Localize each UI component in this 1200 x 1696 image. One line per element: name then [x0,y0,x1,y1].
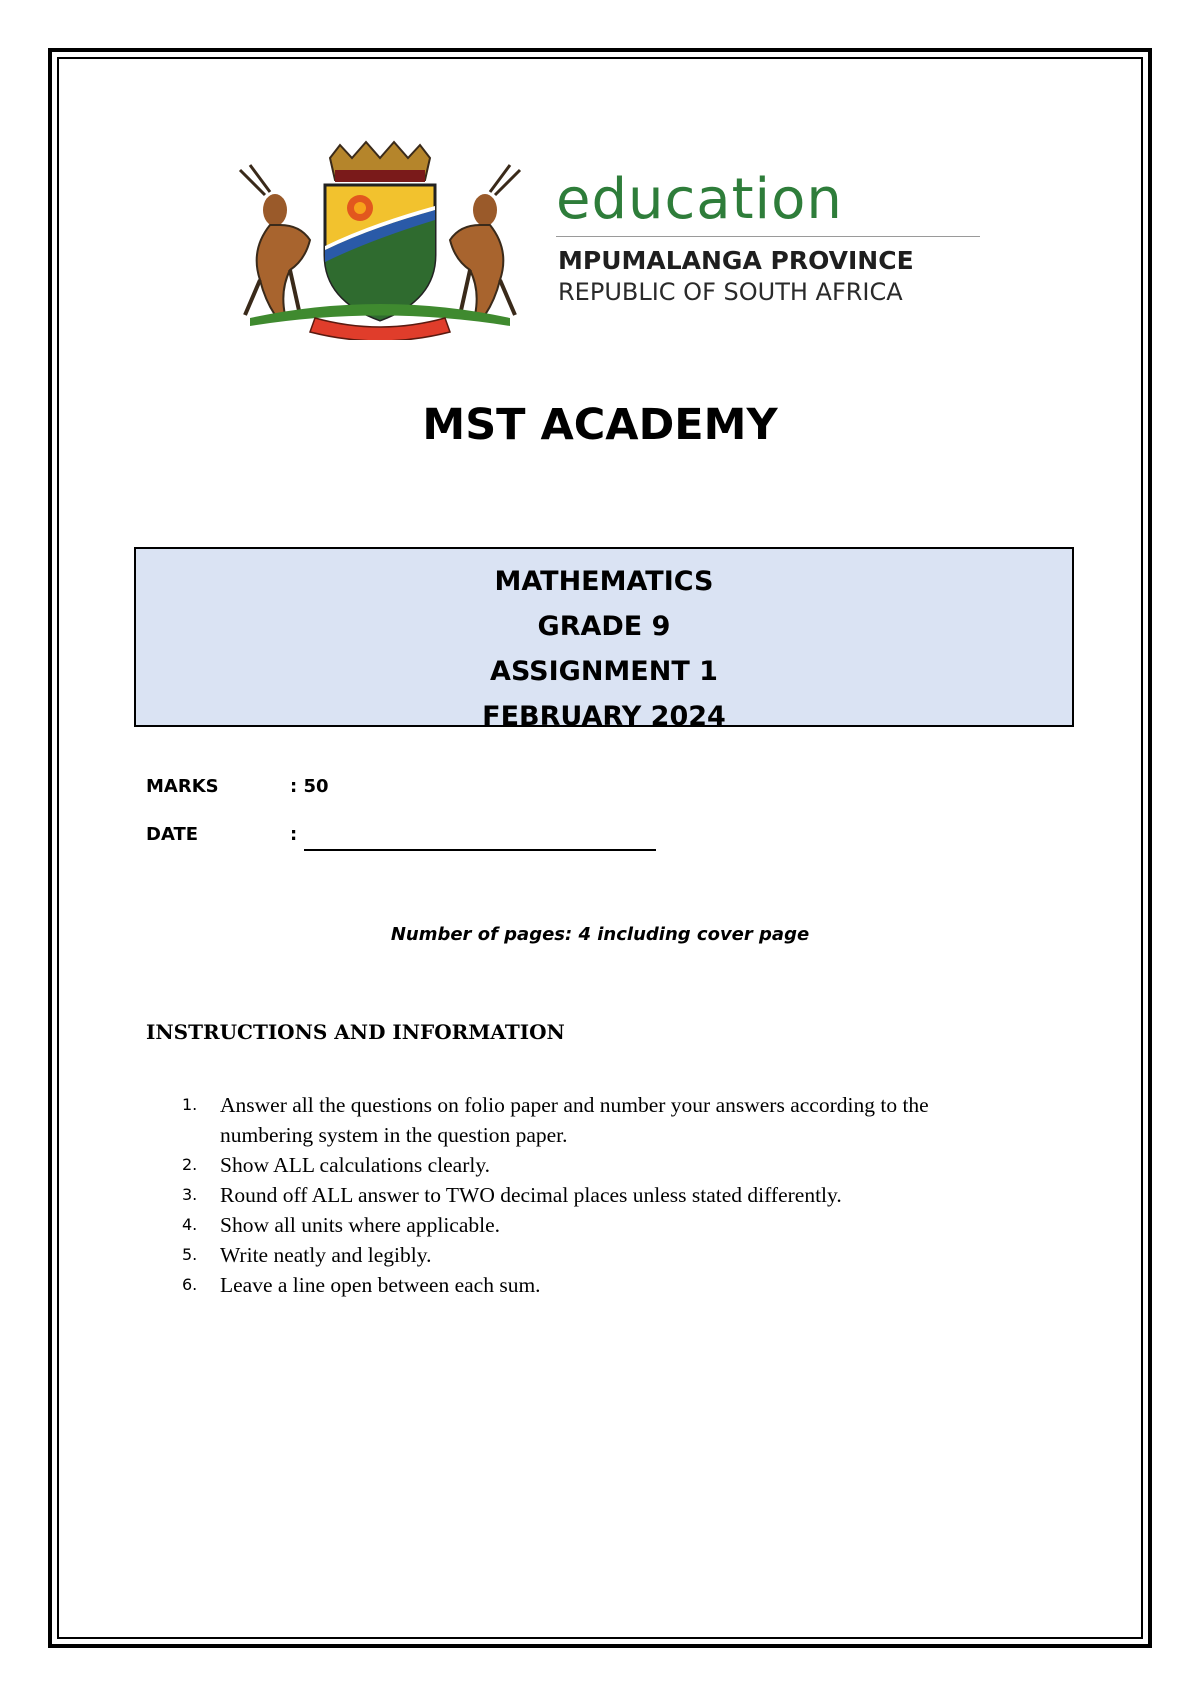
instruction-number: 1. [182,1095,198,1114]
pages-note: Number of pages: 4 including cover page [390,924,810,945]
marks-value: : 50 [290,776,329,797]
date-colon: : [290,824,298,845]
republic-name: REPUBLIC OF SOUTH AFRICA [558,278,903,306]
instruction-item [146,1210,1046,1240]
instruction-text: Answer all the questions on folio paper and number your answers according to the [220,1093,929,1117]
instruction-number: 5. [182,1245,198,1264]
instruction-number: 2. [182,1155,198,1174]
instruction-text: Write neatly and legibly. [220,1243,432,1267]
instruction-number: 3. [182,1185,198,1204]
date-blank-line [304,849,656,851]
right-antelope-icon [450,165,520,315]
left-antelope-icon [240,165,310,315]
crown-icon [330,142,430,182]
date-label: DATE [146,824,199,845]
instruction-item [146,1090,1046,1150]
instruction-text: Show all units where applicable. [220,1213,501,1237]
subject-box [134,547,1074,732]
province-name: MPUMALANGA PROVINCE [558,246,914,275]
grade-label: GRADE 9 [537,611,671,642]
period-label: FEBRUARY 2024 [482,701,726,732]
shield-icon [325,185,435,320]
school-title: MST ACADEMY [422,400,778,450]
subject-name: MATHEMATICS [494,566,714,597]
instruction-number: 4. [182,1215,198,1234]
assignment-label: ASSIGNMENT 1 [490,656,718,687]
brand-divider [556,236,980,237]
instruction-item [146,1150,1046,1180]
instruction-text: Leave a line open between each sum. [220,1273,541,1297]
instructions-list [146,1090,1046,1300]
instruction-item [146,1240,1046,1270]
instruction-text: Round off ALL answer to TWO decimal places unless stated differently. [220,1183,842,1207]
instruction-number: 6. [182,1275,198,1294]
instruction-text: Show ALL calculations clearly. [220,1153,491,1177]
coat-of-arms-logo [220,140,540,340]
instruction-item [146,1270,1046,1300]
marks-label: MARKS [146,776,219,797]
instruction-item [146,1180,1046,1210]
education-brand-word: education [556,167,843,232]
instructions-heading: INSTRUCTIONS AND INFORMATION [146,1020,565,1044]
instruction-text-continued: numbering system in the question paper. [220,1123,568,1147]
